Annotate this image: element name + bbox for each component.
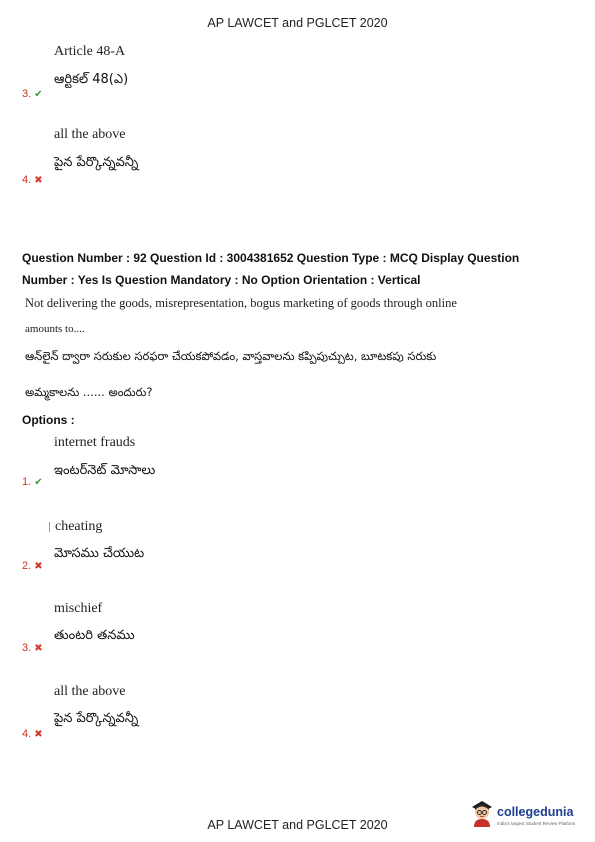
option-2-english: cheating [55,519,103,534]
question-meta-line-2: Number : Yes Is Question Mandatory : No Option Orientation : Vertical [22,273,421,287]
prev-option-4-number: 4. [22,174,32,186]
question-text-english-line-1: Not delivering the goods, misrepresentation, bogus marketing of goods through online [25,296,457,310]
check-icon: ✔ [34,89,43,100]
option-4-english: all the above [54,684,126,699]
prev-option-3-number-row [22,84,43,102]
prev-option-4-english: all the above [54,127,126,142]
logo-wordmark: collegedunia [497,805,574,819]
prev-option-3-telugu: ఆర్టికల్ 48(ఎ) [54,72,129,87]
prev-option-3-english: Article 48-A [54,44,126,59]
option-4-telugu: పైన పేర్కొన్నవన్నీ [54,711,139,726]
option-2-number-row [22,556,43,574]
prev-option-3-number: 3. [22,88,32,100]
check-icon: ✔ [34,477,43,488]
option-2-number: 2. [22,560,32,572]
page-footer: AP LAWCET and PGLCET 2020 [207,818,388,832]
option-2-telugu: మోసము చేయుట [54,546,145,561]
options-label: Options : [22,413,75,427]
question-text-english-line-2: amounts to.... [25,323,85,335]
option-3-number: 3. [22,642,32,654]
cross-icon: ✖ [34,729,43,740]
option-4-number-row [22,724,43,742]
prev-option-4-number-row [22,170,43,188]
question-meta-line-1: Question Number : 92 Question Id : 3004381652 Question Type : MCQ Display Question [22,251,520,265]
cross-icon: ✖ [34,643,43,654]
text-cursor-artifact [49,522,50,532]
option-4-number: 4. [22,728,32,740]
option-3-english: mischief [54,601,103,616]
page-header: AP LAWCET and PGLCET 2020 [207,16,388,30]
option-3-telugu: తుంటరి తనము [54,628,135,643]
question-text-telugu-line-2: అమ్మకాలను ...... అందురు? [25,385,153,399]
option-3-number-row [22,638,43,656]
option-1-telugu: ఇంటర్‌నెట్ మోసాలు [54,463,156,478]
prev-option-4-telugu: పైన పేర్కొన్నవన్నీ [54,155,139,170]
cross-icon: ✖ [34,175,43,186]
question-text-telugu-line-1: ఆన్‌లైన్ ద్వారా సరుకుల సరఫరా చేయకపోవడం, వాస్తవాలను కప్పిపుచ్చుట, బూటకపు సరుకు [25,349,437,363]
cross-icon: ✖ [34,561,43,572]
option-1-number: 1. [22,476,32,488]
logo-tagline: India's largest Student Review Platform [497,821,576,826]
option-1-number-row [22,472,43,490]
option-1-english: internet frauds [54,435,136,450]
